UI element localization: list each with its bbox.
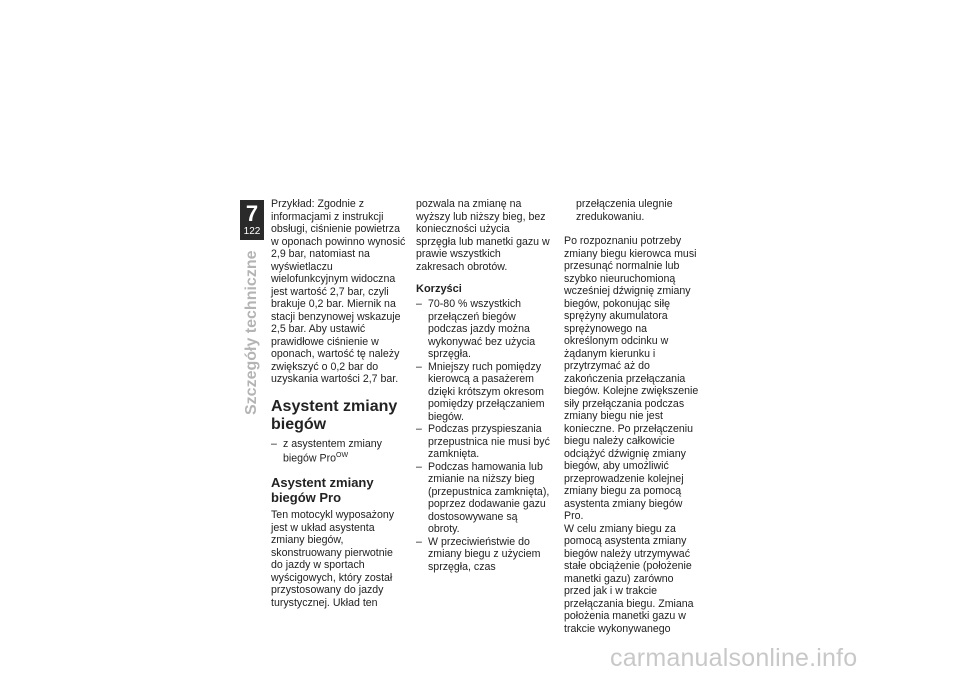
list-item: – Podczas hamowania lub zmianie na niższy bieg (przepustnica zamknięta), poprzez dodawanie gazu dostosowywane są obroty. bbox=[416, 461, 551, 536]
column-2 bbox=[416, 198, 551, 573]
column-3 bbox=[564, 198, 699, 635]
body-paragraph-2: W celu zmiany biegu za pomocą asystenta zmiany biegów należy utrzymywać stałe obciążenie (położenie manetki gazu) zarówno przed jak i w trakcie przełączania biegu. Zmiana położenia manetki gazu w trakcie wykonywanego bbox=[564, 522, 694, 635]
intro-paragraph: Przykład: Zgodnie z informacjami z instrukcji obsługi, ciśnienie powietrza w oponach powinno wynosić 2,9 bar, natomiast na wyświetlaczu wielofunkcyjnym widoczna jest wartość 2,7 bar, czyli brakuje 0,2 bar. Miernik na stacji benzynowej wskazuje 2,5 bar. Aby ustawić prawidłowe ciśnienie w oponach, wartość tę należy zwiększyć o 0,2 bar do uzyskania wartości 2,7 bar. bbox=[271, 198, 406, 385]
continued-paragraph: pozwala na zmianę na wyższy lub niższy bieg, bez konieczności użycia sprzęgła lub manetki gazu w prawie wszystkich zakresach obrotów. bbox=[416, 198, 550, 273]
chapter-number: 7 bbox=[245, 201, 259, 226]
watermark: carmanualsonline.info bbox=[610, 644, 858, 672]
column-1 bbox=[271, 198, 406, 609]
list-item: – W przeciwieństwie do zmiany biegu z użyciem sprzęgła, czas bbox=[416, 536, 551, 574]
option-superscript: OW bbox=[336, 452, 349, 459]
list-item: – Podczas przyspieszania przepustnica nie musi być zamknięta. bbox=[416, 423, 551, 461]
list-item: – 70-80 % wszystkich przełączeń biegów podczas jazdy można wykonywać bez użycia sprzęgła. bbox=[416, 298, 551, 361]
section-heading: Asystent zmiany biegów bbox=[271, 397, 398, 433]
body-paragraph: Ten motocykl wyposażony jest w układ asystenta zmiany biegów, skonstruowany pierwotnie do jazdy w sportach wyścigowych, który został przystosowany do jazdy turystycznej. Układ ten bbox=[271, 509, 395, 609]
chapter-tab bbox=[240, 200, 264, 240]
list-item: – z asystentem zmiany biegów Pro$^{OW}$ bbox=[271, 438, 406, 466]
benefits-heading: Korzyści bbox=[416, 283, 462, 295]
list-item: – Mniejszy ruch pomiędzy kierowcą a pasażerem dzięki krótszym okresom pomiędzy przełączaniem biegów. bbox=[416, 361, 551, 424]
body-paragraph: Po rozpoznaniu potrzeby zmiany biegu kierowca musi przesunąć normalnie lub szybko nieuruchomioną wcześniej dźwignię zmiany biegów, pokonując siłę sprężyny akumulatora sprężynowego na określonym odcinku w żądanym kierunku i przytrzymać aż do zakończenia przełączania biegów. Kolejne zwiększenie siły przełączania podczas zmiany biegu nie jest konieczne. Po przełączeniu biegu należy całkowicie odciążyć dźwignię zmiany biegów, aby umożliwić przeprowadzenie kolejnej zmiany biegu za pomocą asystenta zmiany biegów Pro. bbox=[564, 235, 699, 522]
page-number: 122 bbox=[243, 226, 261, 237]
continued-list-item: przełączenia ulegnie zredukowaniu. bbox=[576, 198, 673, 223]
subsection-heading: Asystent zmiany biegów Pro bbox=[271, 475, 374, 506]
chapter-side-title: Szczegóły techniczne bbox=[243, 250, 260, 415]
